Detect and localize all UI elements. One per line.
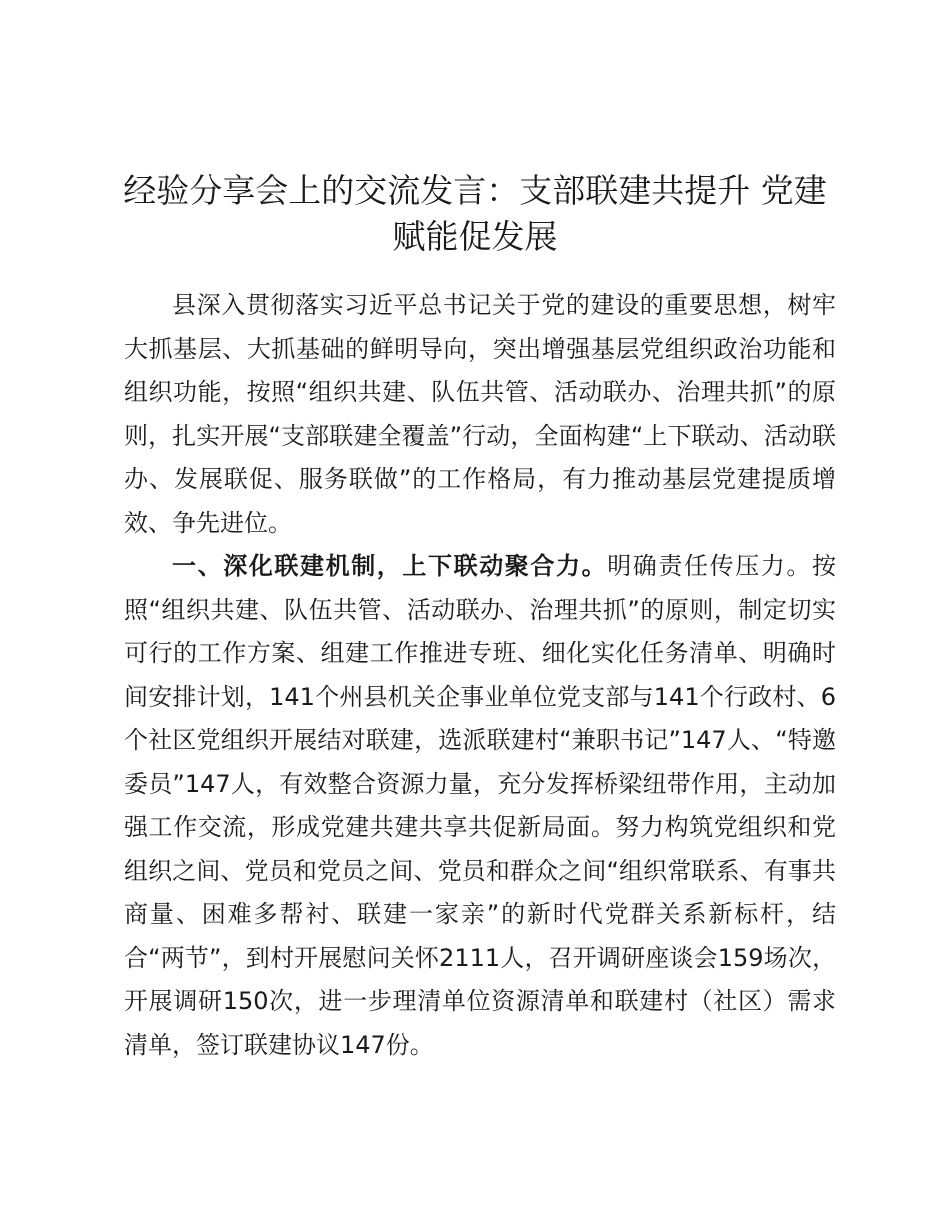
paragraph-intro-text: 县深入贯彻落实习近平总书记关于党的建设的重要思想，树牢大抓基层、大抓基础的鲜明导向，突出增强基层党组织政治功能和组织功能，按照“组织共建、队伍共管、活动联办、治理共抓”的原则，扎实开展“支部联建全覆盖”行动，全面构建“上下联动、活动联办、发展联促、服务联做”的工作格局，有力推动基层党建提质增效、争先进位。 (124, 291, 836, 537)
paragraph-intro (124, 284, 836, 545)
paragraph-section-1-text: 明确责任传压力。按照“组织共建、队伍共管、活动联办、治理共抓”的原则，制定切实可行的工作方案、组建工作推进专班、细化实化任务清单、明确时间安排计划，141个州县机关企事业单位党支部与141个行政村、6个社区党组织开展结对联建，选派联建村“兼职书记”147人、“特邀委员”147人，有效整合资源力量，充分发挥桥梁纽带作用，主动加强工作交流，形成党建共建共享共促新局面。努力构筑党组织和党组织之间、党员和党员之间、党员和群众之间“组织常联系、有事共商量、困难多帮衬、联建一家亲”的新时代党群关系新标杆，结合“两节”，到村开展慰问关怀2111人，召开调研座谈会159场次，开展调研150次，进一步理清单位资源清单和联建村（社区）需求清单，签订联建协议147份。 (124, 552, 837, 1059)
section-1-heading: 一、深化联建机制，上下联动聚合力。 (172, 552, 608, 580)
paragraph-section-1 (124, 545, 836, 1067)
document-title: 经验分享会上的交流发言：支部联建共提升 党建赋能促发展 (123, 171, 827, 256)
document-body (124, 284, 836, 1067)
